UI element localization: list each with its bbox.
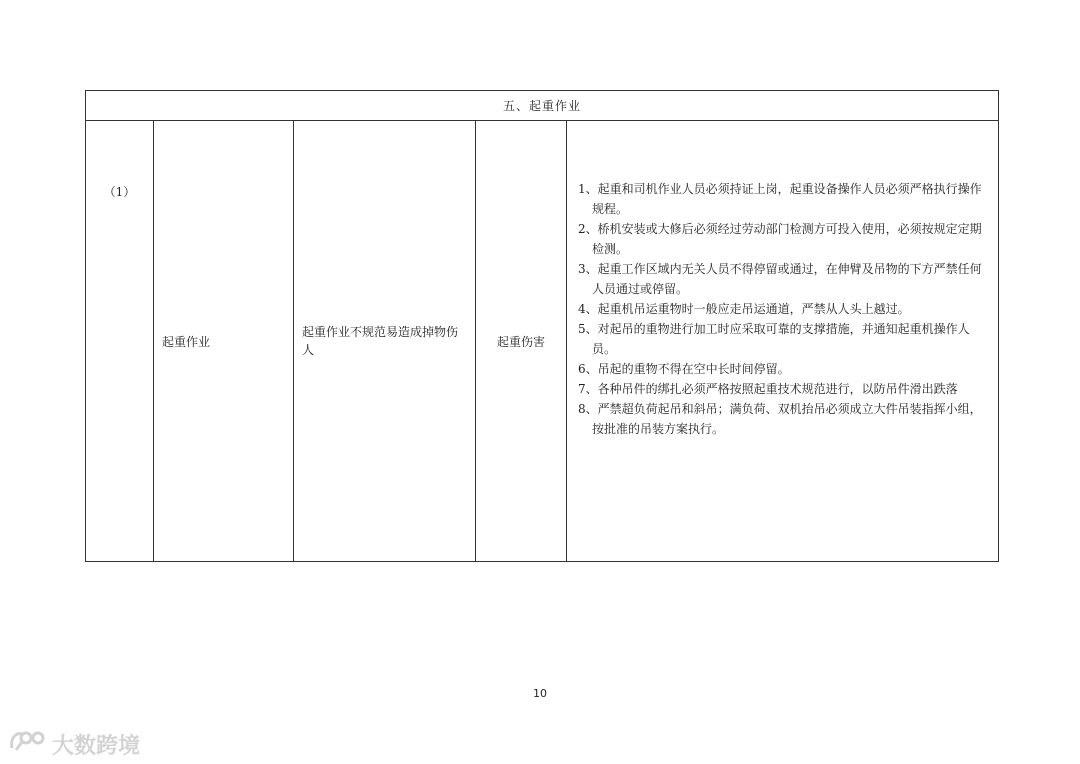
section-header-row [86,91,999,121]
table-row [86,121,999,562]
row-number: （1） [86,121,154,562]
watermark [8,728,140,760]
measure-item: 6、吊起的重物不得在空中长时间停留。 [578,362,790,376]
measure-item: 7、各种吊件的绑扎必须严格按照起重技术规范进行，以防吊件滑出跌落 [578,382,958,396]
work-item-cell: 起重作业 [154,121,294,562]
hazard-cell: 起重作业不规范易造成掉物伤人 [294,121,476,562]
brand-logo-icon [8,728,52,760]
measures-list [572,121,993,439]
measure-item: 3、起重工作区域内无关人员不得停留或通过，在伸臂及吊物的下方严禁任何人员通过或停留。 [578,262,982,296]
section-title: 五、起重作业 [86,91,999,121]
measure-item: 5、对起吊的重物进行加工时应采取可靠的支撑措施，并通知起重机操作人员。 [578,322,970,356]
risk-control-table [85,90,999,562]
watermark-text: 大数跨境 [52,733,141,759]
accident-type-cell: 起重伤害 [476,121,567,562]
measure-item: 1、起重和司机作业人员必须持证上岗，起重设备操作人员必须严格执行操作规程。 [578,182,982,216]
measures-cell [567,121,999,562]
measure-item: 8、严禁超负荷起吊和斜吊；满负荷、双机抬吊必须成立大件吊装指挥小组，按批准的吊装方案执行。 [578,402,982,436]
page-number: 10 [533,687,547,700]
measure-item: 4、起重机吊运重物时一般应走吊运通道，严禁从人头上越过。 [578,302,910,316]
measure-item: 2、桥机安装或大修后必须经过劳动部门检测方可投入使用，必须按规定定期检测。 [578,222,982,256]
